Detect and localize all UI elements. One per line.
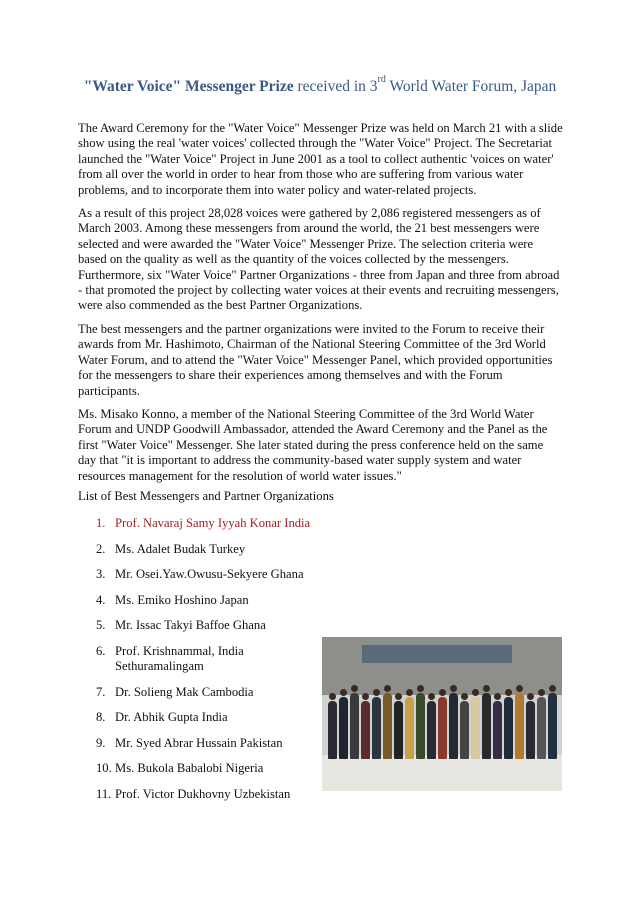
list-item xyxy=(96,787,316,802)
paragraph: The Award Ceremony for the "Water Voice" Messenger Prize was held on March 21 with a slide show using the real 'water voices' collected through the "Water Voice" Project. The Secretariat launched the "Water Voice" Project in June 2001 as a tool to collect authentic 'voices on water' from all over the world in order to hear from those who are suffering from various water problems, and to incorporate them into water policy and water-related projects. xyxy=(78,121,563,197)
photo-person xyxy=(427,701,436,759)
list-item xyxy=(96,618,316,633)
photo-person xyxy=(361,701,370,759)
photo-person-head xyxy=(494,693,501,700)
photo-person xyxy=(394,701,403,759)
photo-person xyxy=(515,693,524,759)
photo-person-head xyxy=(538,689,545,696)
page-title xyxy=(78,76,562,97)
photo-person-head xyxy=(461,693,468,700)
photo-person xyxy=(405,697,414,759)
photo-person xyxy=(449,693,458,759)
photo-person-head xyxy=(351,685,358,692)
photo-person xyxy=(350,693,359,759)
photo-person-head xyxy=(384,685,391,692)
list-number: 3. xyxy=(96,567,106,582)
list-number: 11. xyxy=(96,786,112,801)
title-quote: " xyxy=(83,78,93,95)
list-item xyxy=(96,516,316,531)
photo-person xyxy=(471,697,480,759)
article-body xyxy=(78,121,564,492)
photo-person xyxy=(460,701,469,759)
list-text: Dr. Abhik Gupta India xyxy=(115,710,228,725)
photo-person-head xyxy=(362,693,369,700)
photo-person xyxy=(537,697,546,759)
paragraph: As a result of this project 28,028 voices were gathered by 2,086 registered messengers as of March 2003. Among these messengers from around the world, the 21 best messengers were selected and were awarded the "Water Voice" Messenger Prize. The selection criteria were based on the quality as well as the quantity of the voices collected by the messengers. Furthermore, six "Water Voice" Partner Organizations - three from Japan and three from abroad - that promoted the project by collecting water voices at their events and recruiting messengers, were also commended as the best Partner Organizations. xyxy=(78,206,560,313)
list-text: Mr. Syed Abrar Hussain Pakistan xyxy=(115,735,283,750)
list-text: Ms. Emiko Hoshino Japan xyxy=(115,592,249,607)
photo-person xyxy=(383,693,392,759)
photo-person-head xyxy=(439,689,446,696)
list-item xyxy=(96,761,316,776)
photo-person xyxy=(548,693,557,759)
paragraph: The best messengers and the partner organizations were invited to the Forum to receive their awards from Mr. Hashimoto, Chairman of the National Steering Committee of the 3rd World Water Forum, and to attend the "Water Voice" Messenger Panel, which provided opportunities for the messengers to share their experiences among themselves and with the Forum participants. xyxy=(78,321,553,398)
photo-person-head xyxy=(340,689,347,696)
list-item xyxy=(96,736,316,751)
photo-person-head xyxy=(329,693,336,700)
list-item xyxy=(96,542,316,557)
photo-person-head xyxy=(417,685,424,692)
list-title: List of Best Messengers and Partner Organizations xyxy=(78,489,334,503)
photo-person xyxy=(493,701,502,759)
messenger-list xyxy=(96,516,316,813)
photo-person-head xyxy=(373,689,380,696)
photo-person xyxy=(328,701,337,759)
photo-banner xyxy=(362,645,512,663)
photo-person-head xyxy=(516,685,523,692)
photo-person-head xyxy=(428,693,435,700)
group-photo xyxy=(322,637,562,791)
list-item xyxy=(96,567,316,582)
list-text: Mr. Issac Takyi Baffoe Ghana xyxy=(115,618,266,633)
list-text: Dr. Solieng Mak Cambodia xyxy=(115,684,254,699)
photo-person-head xyxy=(406,689,413,696)
list-text: Prof. Navaraj Samy Iyyah Konar India xyxy=(115,516,311,530)
list-item xyxy=(96,710,316,725)
photo-person xyxy=(438,697,447,759)
title-superscript: rd xyxy=(377,74,386,85)
photo-person xyxy=(526,701,535,759)
photo-stage-floor xyxy=(322,755,562,791)
photo-person xyxy=(416,693,425,759)
list-number: 1. xyxy=(96,516,106,530)
photo-person xyxy=(339,697,348,759)
photo-person-head xyxy=(483,685,490,692)
photo-person-head xyxy=(549,685,556,692)
list-text: Ms. Bukola Babalobi Nigeria xyxy=(115,761,264,776)
list-number: 2. xyxy=(96,541,106,556)
title-rest-2: World Water Forum, Japan xyxy=(385,78,557,95)
photo-person-head xyxy=(450,685,457,692)
photo-person-head xyxy=(472,689,479,696)
list-item xyxy=(96,685,316,700)
photo-person-head xyxy=(527,693,534,700)
list-number: 4. xyxy=(96,592,106,607)
list-number: 9. xyxy=(96,735,106,750)
photo-person xyxy=(504,697,513,759)
photo-person xyxy=(372,697,381,759)
list-number: 5. xyxy=(96,618,106,633)
list-number: 7. xyxy=(96,684,106,699)
photo-person xyxy=(482,693,491,759)
list-number: 6. xyxy=(96,643,106,658)
title-bold: Water Voice" Messenger Prize xyxy=(92,78,294,95)
list-text: Mr. Osei.Yaw.Owusu-Sekyere Ghana xyxy=(115,567,304,582)
list-item xyxy=(96,593,316,608)
title-rest-1: received in 3 xyxy=(293,78,378,95)
photo-person-head xyxy=(505,689,512,696)
list-text: Prof. Victor Dukhovny Uzbekistan xyxy=(115,786,291,801)
paragraph: Ms. Misako Konno, a member of the National Steering Committee of the 3rd World Water Forum and UNDP Goodwill Ambassador, attended the Award Ceremony and the Panel as the first "Water Voice" Messenger. She later stated during the press conference held on the same day that "it is important to address the community-based water supply system and water resources management for the resolution of world water issues." xyxy=(78,406,548,483)
list-number: 8. xyxy=(96,710,106,725)
photo-person-head xyxy=(395,693,402,700)
list-text: Ms. Adalet Budak Turkey xyxy=(115,541,246,556)
list-number: 10. xyxy=(96,761,112,776)
list-item xyxy=(96,644,316,674)
list-text: Prof. Krishnammal, India Sethuramalingam xyxy=(115,643,244,673)
